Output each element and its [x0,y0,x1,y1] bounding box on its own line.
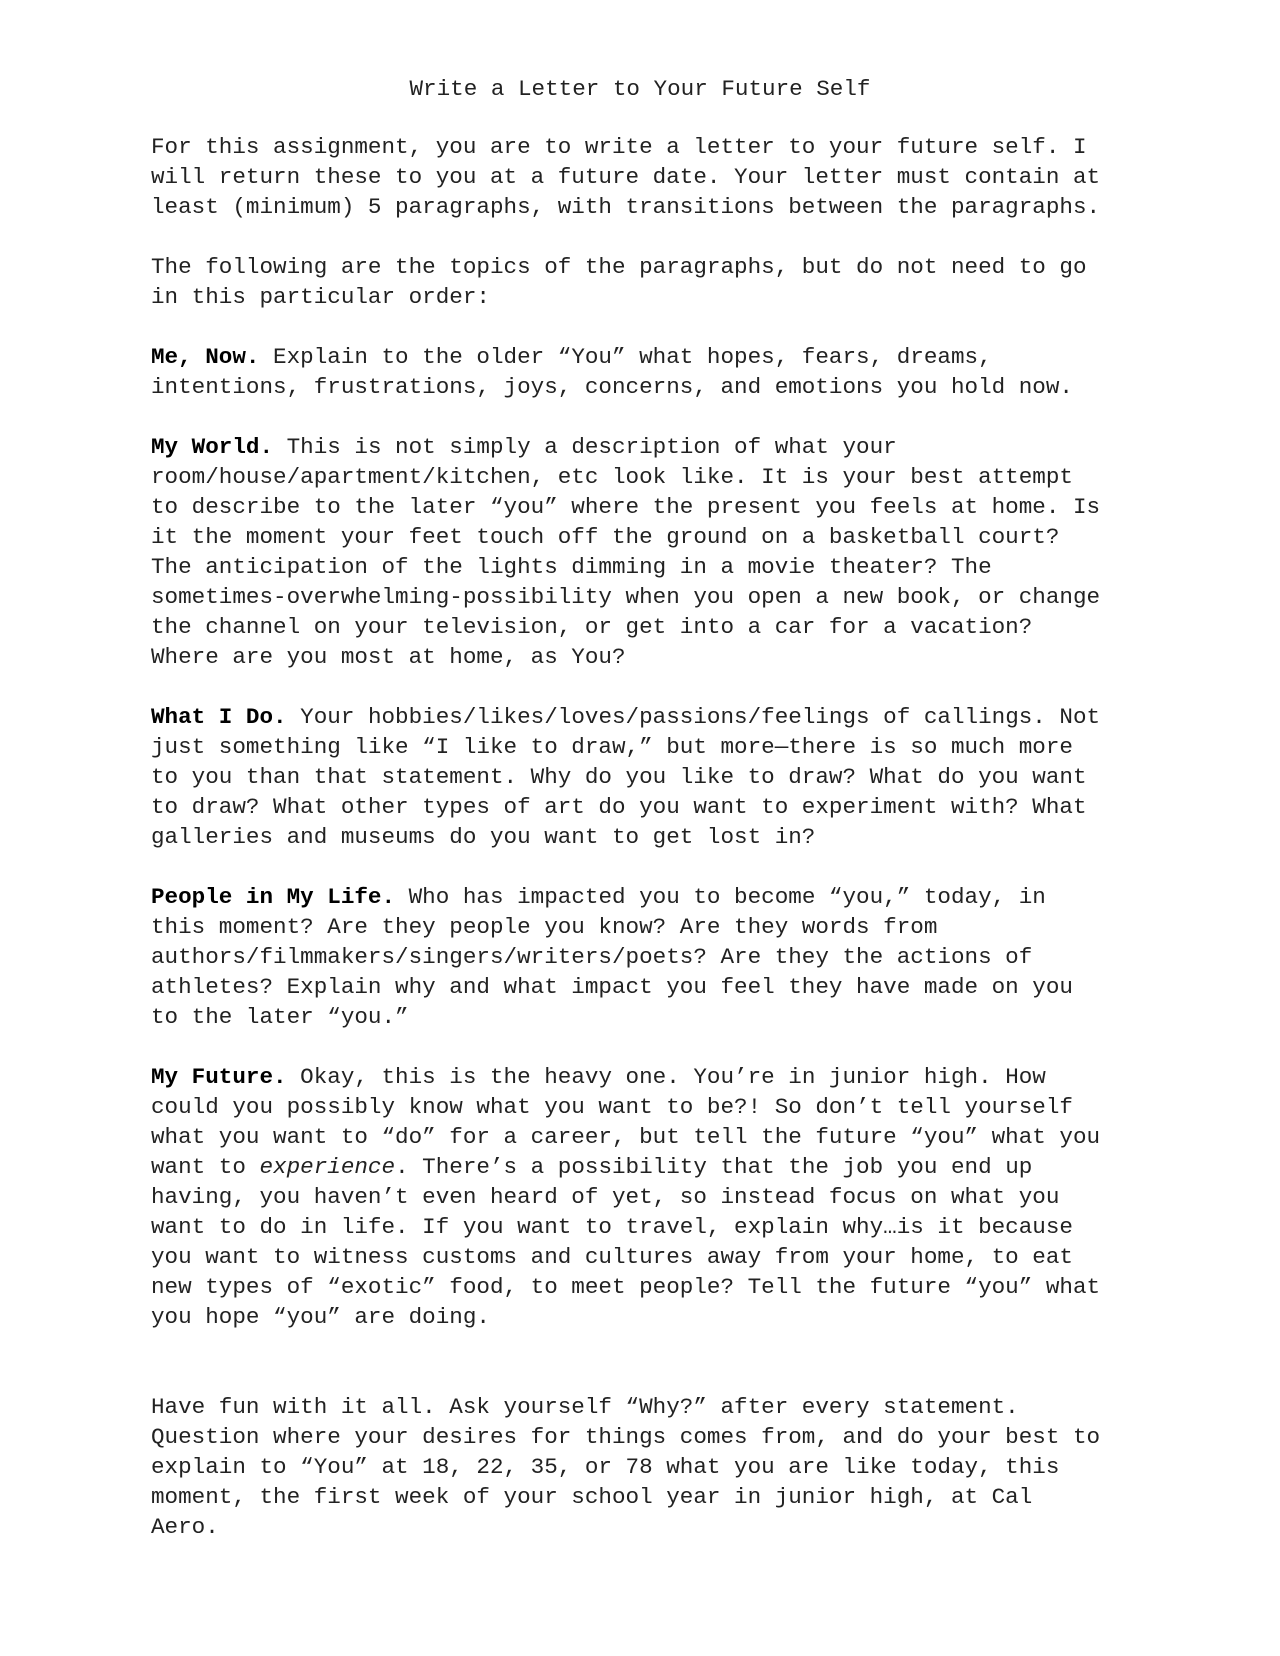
people-heading: People in My Life. [151,884,396,910]
closing-line: Question where your desires for things comes from, and do your best to [151,1424,1101,1450]
my-future-heading: My Future. [151,1064,287,1090]
my-world-first-line [151,432,1151,462]
my-world-line: the channel on your television, or get into a car for a vacation? [151,614,1033,640]
what-i-do-first-text: Your hobbies/likes/loves/passions/feelings of callings. Not [286,704,1101,730]
my-world-first-text: This is not simply a description of what your [273,434,897,460]
closing-line: Have fun with it all. Ask yourself “Why?” after every statement. [151,1394,1019,1420]
me-now-first-line [151,342,1151,372]
what-i-do-paragraph [151,702,1151,852]
topics-intro-paragraph [151,252,1151,312]
my-future-line: what you want to “do” for a career, but tell the future “you” what you [151,1124,1101,1150]
my-future-paragraph [151,1062,1151,1332]
topics-intro-line: The following are the topics of the paragraphs, but do not need to go [151,254,1087,280]
what-i-do-line: to draw? What other types of art do you want to experiment with? What [151,794,1087,820]
intro-line: For this assignment, you are to write a letter to your future self. I [151,134,1087,160]
my-future-line: you want to witness customs and cultures away from your home, to eat [151,1244,1073,1270]
my-future-first-line [151,1062,1151,1092]
me-now-line: intentions, frustrations, joys, concerns, and emotions you hold now. [151,374,1073,400]
my-world-line: room/house/apartment/kitchen, etc look like. It is your best attempt [151,464,1073,490]
my-world-line: to describe to the later “you” where the present you feels at home. Is [151,494,1101,520]
closing-line: explain to “You” at 18, 22, 35, or 78 what you are like today, this [151,1454,1060,1480]
closing-line: Aero. [151,1514,219,1540]
what-i-do-line: to you than that statement. Why do you like to draw? What do you want [151,764,1087,790]
my-future-line [151,1152,1151,1182]
people-first-text: Who has impacted you to become “you,” today, in [395,884,1046,910]
my-world-line: Where are you most at home, as You? [151,644,626,670]
people-line: authors/filmmakers/singers/writers/poets? Are they the actions of [151,944,1033,970]
topics-intro-line: in this particular order: [151,284,490,310]
my-future-first-text: Okay, this is the heavy one. You’re in junior high. How [286,1064,1046,1090]
my-future-line4-end: . There’s a possibility that the job you end up [395,1154,1033,1180]
me-now-heading: Me, Now. [151,344,260,370]
my-world-line: sometimes-overwhelming-possibility when you open a new book, or change [151,584,1101,610]
my-future-line4-start: want to [151,1154,260,1180]
me-now-first-text: Explain to the older “You” what hopes, fears, dreams, [259,344,992,370]
my-future-emphasis: experience [259,1154,396,1180]
people-line: this moment? Are they people you know? Are they words from [151,914,938,940]
my-future-line: want to do in life. If you want to travel, explain why…is it because [151,1214,1073,1240]
my-future-line: could you possibly know what you want to be?! So don’t tell yourself [151,1094,1073,1120]
document-title: Write a Letter to Your Future Self [409,76,871,102]
my-world-paragraph [151,432,1151,672]
my-world-heading: My World. [151,434,274,460]
people-line: to the later “you.” [151,1004,409,1030]
people-paragraph [151,882,1151,1032]
closing-paragraph [151,1392,1151,1542]
my-world-line: it the moment your feet touch off the ground on a basketball court? [151,524,1060,550]
closing-line: moment, the first week of your school year in junior high, at Cal [151,1484,1033,1510]
intro-paragraph [151,132,1151,222]
my-future-line: you hope “you” are doing. [151,1304,490,1330]
intro-line: least (minimum) 5 paragraphs, with transitions between the paragraphs. [151,194,1101,220]
what-i-do-line: just something like “I like to draw,” but more—there is so much more [151,734,1073,760]
what-i-do-heading: What I Do. [151,704,287,730]
intro-line: will return these to you at a future date. Your letter must contain at [151,164,1101,190]
what-i-do-first-line [151,702,1151,732]
people-line: athletes? Explain why and what impact you feel they have made on you [151,974,1073,1000]
what-i-do-line: galleries and museums do you want to get lost in? [151,824,816,850]
document-body [151,132,1151,1572]
me-now-paragraph [151,342,1151,402]
my-future-line: new types of “exotic” food, to meet people? Tell the future “you” what [151,1274,1101,1300]
my-world-line: The anticipation of the lights dimming in a movie theater? The [151,554,992,580]
people-first-line [151,882,1151,912]
my-future-line: having, you haven’t even heard of yet, so instead focus on what you [151,1184,1060,1210]
